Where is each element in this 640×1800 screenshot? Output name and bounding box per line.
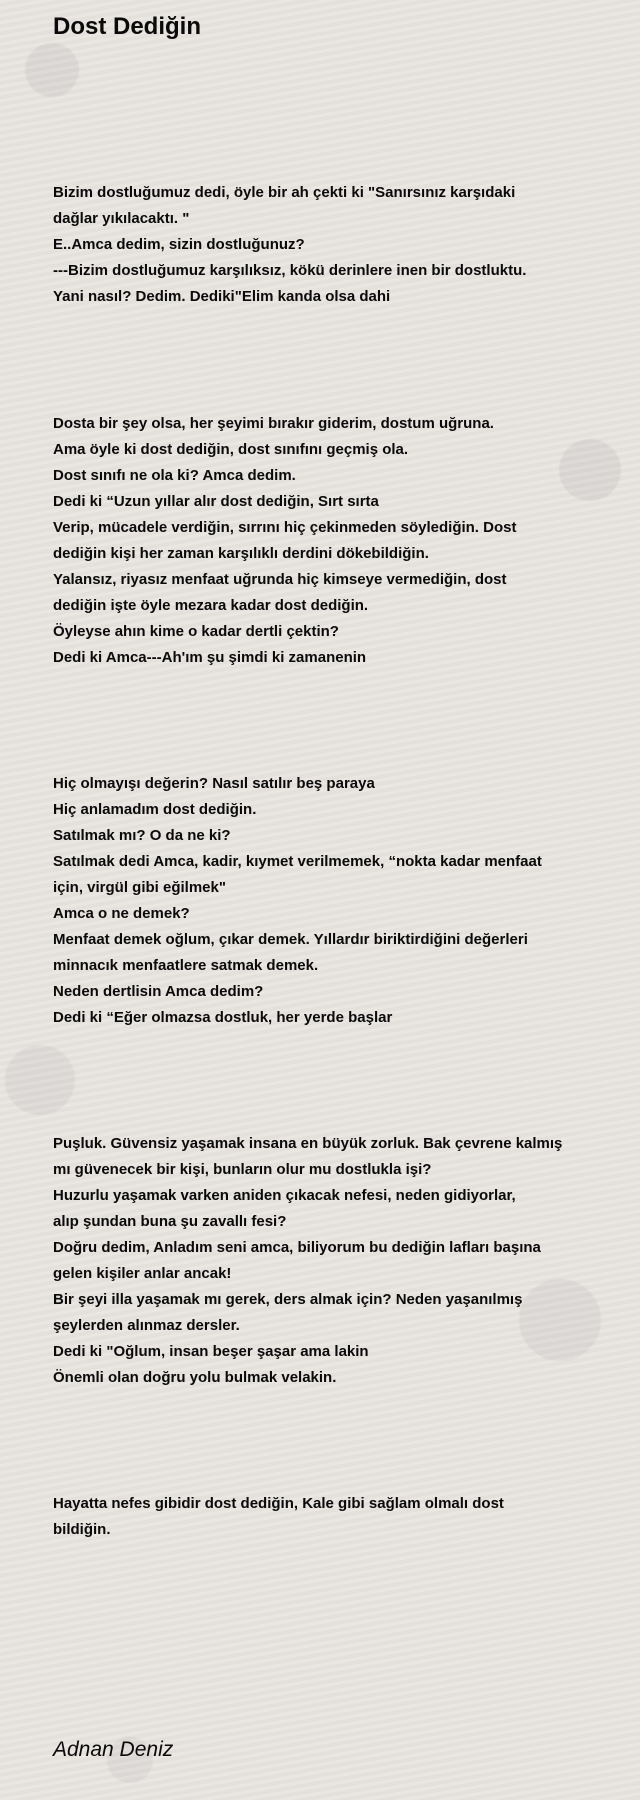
poem-line: E..Amca dedim, sizin dostluğunuz? (53, 236, 305, 253)
poem-title: Dost Dediğin (53, 13, 201, 40)
poem-line: Verip, mücadele verdiğin, sırrını hiç çekinmeden söylediğin. Dost (53, 519, 517, 536)
poem-line: bildiğin. (53, 1521, 111, 1538)
poem-line: Dedi ki Amca---Ah'ım şu şimdi ki zamanenin (53, 649, 367, 666)
stanza-3 (53, 771, 613, 1031)
poem-line: alıp şundan buna şu zavallı fesi? (53, 1213, 287, 1230)
poem-line: Hiç olmayışı değerin? Nasıl satılır beş paraya (53, 775, 375, 792)
poem-line: dağlar yıkılacaktı. " (53, 210, 190, 227)
poem-line: Satılmak dedi Amca, kadir, kıymet verilmemek, “nokta kadar menfaat (53, 853, 542, 870)
poem-line: Neden dertlisin Amca dedim? (53, 983, 264, 1000)
poem-line: Dosta bir şey olsa, her şeyimi bırakır giderim, dostum uğruna. (53, 415, 494, 432)
poem-line: Doğru dedim, Anladım seni amca, biliyorum bu dediğin lafları başına (53, 1239, 541, 1256)
poem-line: Dost sınıfı ne ola ki? Amca dedim. (53, 467, 296, 484)
author-name: Adnan Deniz (53, 1738, 174, 1761)
poem-line: Amca o ne demek? (53, 905, 190, 922)
poem-line: Önemli olan doğru yolu bulmak velakin. (53, 1369, 337, 1386)
poem-line: mı güvenecek bir kişi, bunların olur mu dostlukla işi? (53, 1161, 432, 1178)
poem-line: dediğin işte öyle mezara kadar dost dediğin. (53, 597, 369, 614)
poem-line: Bir şeyi illa yaşamak mı gerek, ders almak için? Neden yaşanılmış (53, 1291, 523, 1308)
poem-line: minnacık menfaatlere satmak demek. (53, 957, 319, 974)
poem-line: Dedi ki “Eğer olmazsa dostluk, her yerde başlar (53, 1009, 393, 1026)
poem-line: için, virgül gibi eğilmek" (53, 879, 226, 896)
poem-line: şeylerden alınmaz dersler. (53, 1317, 240, 1334)
poem-line: Satılmak mı? O da ne ki? (53, 827, 231, 844)
poem-line: Bizim dostluğumuz dedi, öyle bir ah çekti ki "Sanırsınız karşıdaki (53, 184, 516, 201)
poem-line: Hayatta nefes gibidir dost dediğin, Kale gibi sağlam olmalı dost (53, 1495, 504, 1512)
stanza-4 (53, 1131, 613, 1391)
poem-line: gelen kişiler anlar ancak! (53, 1265, 232, 1282)
poem-line: Menfaat demek oğlum, çıkar demek. Yıllardır biriktirdiğini değerleri (53, 931, 528, 948)
poem-line: Dedi ki "Oğlum, insan beşer şaşar ama lakin (53, 1343, 369, 1360)
poem-line: Puşluk. Güvensiz yaşamak insana en büyük zorluk. Bak çevrene kalmış (53, 1135, 563, 1152)
stanza-5 (53, 1491, 613, 1543)
poem-line: ---Bizim dostluğumuz karşılıksız, kökü derinlere inen bir dostluktu. (53, 262, 527, 279)
poem-line: Ama öyle ki dost dediğin, dost sınıfını geçmiş ola. (53, 441, 409, 458)
poem-line: Öyleyse ahın kime o kadar dertli çektin? (53, 623, 339, 640)
poem-line: Huzurlu yaşamak varken aniden çıkacak nefesi, neden gidiyorlar, (53, 1187, 516, 1204)
poem-line: Yani nasıl? Dedim. Dediki"Elim kanda olsa dahi (53, 288, 391, 305)
stanza-1 (53, 180, 613, 310)
poem-line: Yalansız, riyasız menfaat uğrunda hiç kimseye vermediğin, dost (53, 571, 507, 588)
poem-line: Hiç anlamadım dost dediğin. (53, 801, 257, 818)
stanza-2 (53, 411, 613, 671)
poem-line: dediğin kişi her zaman karşılıklı derdini dökebildiğin. (53, 545, 429, 562)
poem-line: Dedi ki “Uzun yıllar alır dost dediğin, Sırt sırta (53, 493, 379, 510)
